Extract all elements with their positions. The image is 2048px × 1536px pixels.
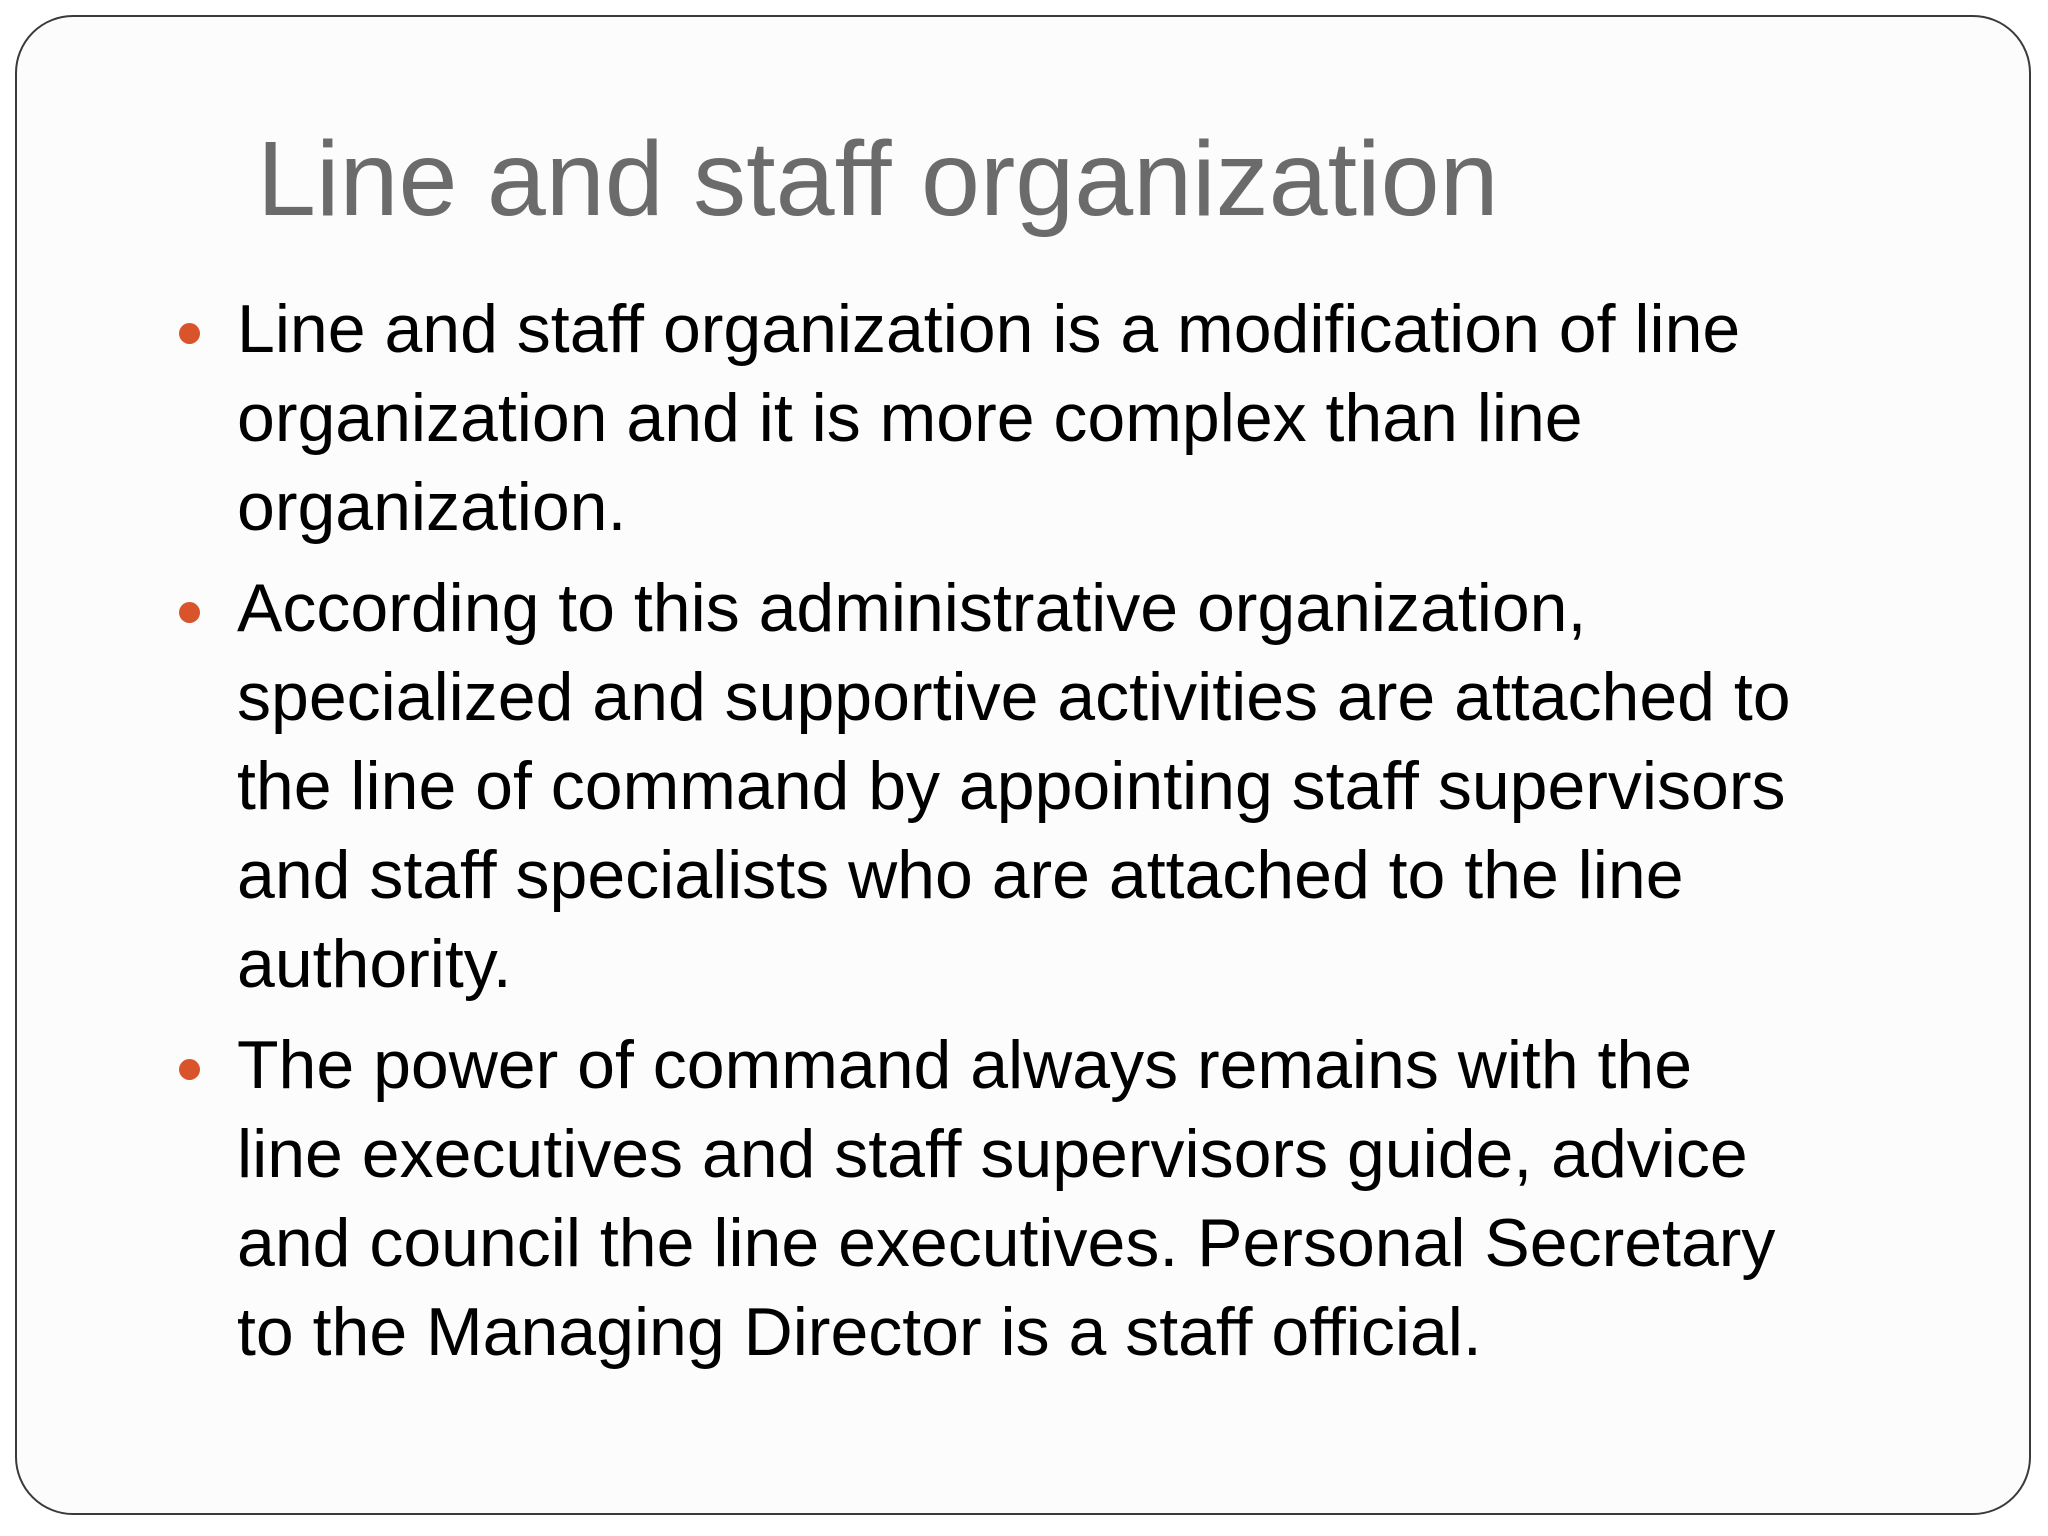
- bullet-item: [177, 1021, 1957, 1377]
- bullet-item: [177, 285, 1957, 552]
- bullet-text: According to this administrative organization, specialized and supportive activities are attached to the line of command by appointing staff supervisors and staff specialists who are attached to the line authority.: [237, 570, 1791, 1002]
- slide: [15, 15, 2031, 1515]
- bullet-item: [177, 564, 1957, 1009]
- bullet-text: Line and staff organization is a modification of line organization and it is more complex than line organization.: [237, 291, 1741, 545]
- slide-title: Line and staff organization: [257, 120, 1499, 238]
- bullet-list: [177, 285, 1957, 1389]
- bullet-dot-icon: [179, 602, 200, 623]
- bullet-dot-icon: [179, 1059, 200, 1080]
- bullet-text: The power of command always remains with the line executives and staff supervisors guide, advice and council the line executives. Personal Secretary to the Managing Director is a staff official.: [237, 1027, 1776, 1370]
- bullet-dot-icon: [179, 323, 200, 344]
